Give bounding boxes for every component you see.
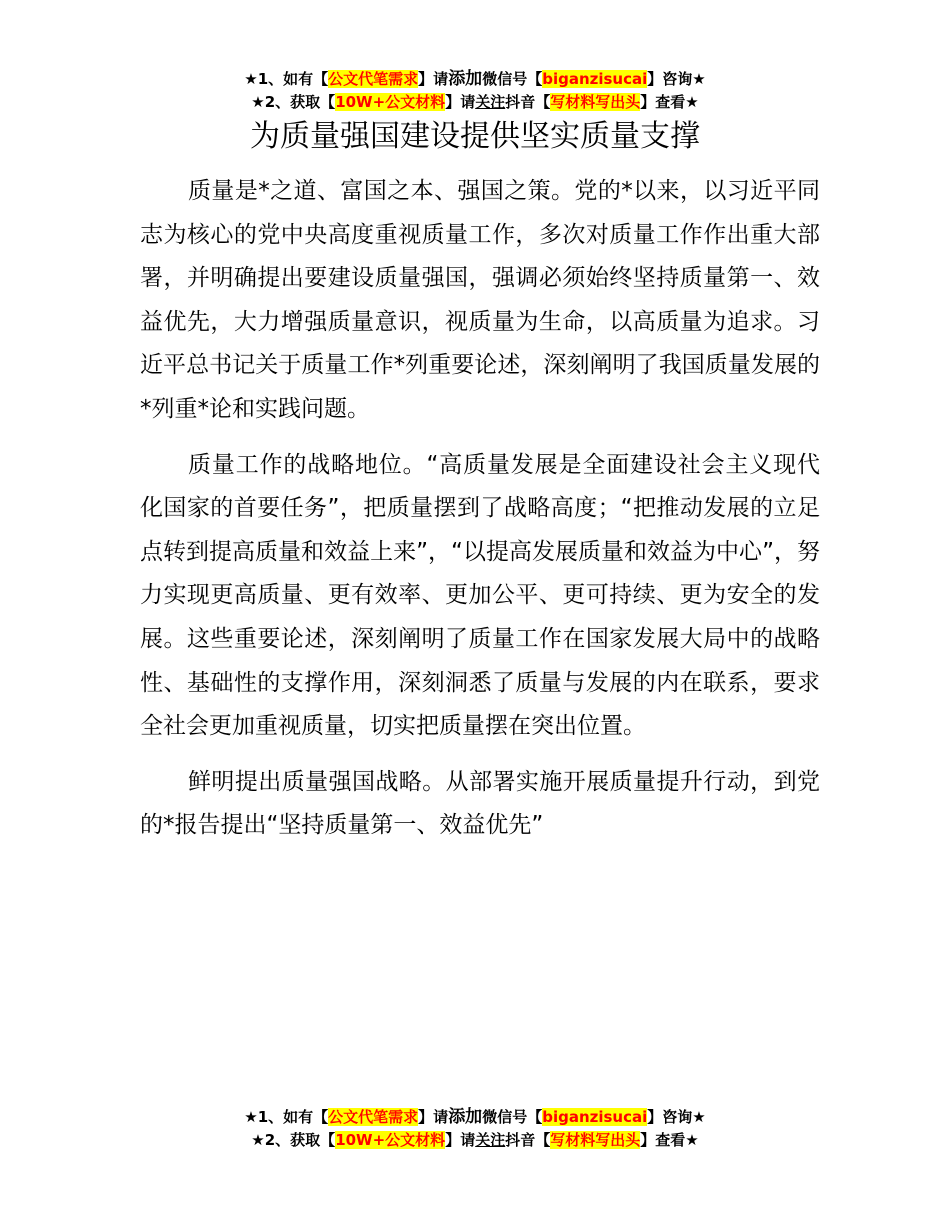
banner-text: ★2、获取【	[251, 1131, 336, 1149]
banner-line-2	[0, 91, 950, 114]
banner-text: 】请	[418, 70, 449, 88]
banner-highlight: 10W+公文材料	[335, 1131, 446, 1149]
banner-text: 】请	[445, 93, 476, 111]
document-title: 为质量强国建设提供坚实质量支撑	[250, 119, 700, 154]
banner-highlight: 10W+公文材料	[335, 93, 446, 111]
banner-emphasis: 关注	[475, 93, 506, 111]
banner-text: 】查看★	[640, 93, 699, 111]
banner-text: 】请	[418, 1108, 449, 1126]
banner-text: ★1、如有【	[244, 70, 329, 88]
banner-highlight: 公文代笔需求	[328, 70, 419, 88]
banner-text: 微信号【	[482, 70, 543, 88]
banner-text: ★1、如有【	[244, 1108, 329, 1126]
banner-highlight-douyin-id: 写材料写出头	[550, 93, 641, 111]
banner-text: 】请	[445, 1131, 476, 1149]
banner-text: 微信号【	[482, 1108, 543, 1126]
banner-highlight-douyin-id: 写材料写出头	[550, 1131, 641, 1149]
banner-line-1	[0, 1106, 950, 1129]
banner-highlight: 公文代笔需求	[328, 1108, 419, 1126]
banner-highlight-wechat-id: biganzisucai	[542, 1108, 648, 1126]
banner-text: ★2、获取【	[251, 93, 336, 111]
paragraph: 鲜明提出质量强国战略。从部署实施开展质量提升行动，到党的*报告提出“坚持质量第一、效益优先”	[140, 768, 820, 839]
banner-line-2	[0, 1129, 950, 1152]
banner-text: 】咨询★	[647, 70, 706, 88]
banner-emphasis: 添加	[448, 69, 483, 89]
banner-text: 抖音【	[505, 1131, 551, 1149]
paragraph: 质量是*之道、富国之本、强国之策。党的*以来，以习近平同志为核心的党中央高度重视质量工作，多次对质量工作作出重大部署，并明确提出要建设质量强国，强调必须始终坚持质量第一、效益优先，大力增强质量意识，视质量为生命，以高质量为追求。习近平总书记关于质量工作*列重要论述，深刻阐明了我国质量发展的*列重*论和实践问题。	[140, 178, 820, 422]
header-banner	[0, 68, 950, 114]
paragraph: 质量工作的战略地位。“高质量发展是全面建设社会主义现代化国家的首要任务”，把质量摆到了战略高度；“把推动发展的立足点转到提高质量和效益上来”，“以提高发展质量和效益为中心”，努力实现更高质量、更有效率、更加公平、更可持续、更为安全的发展。这些重要论述，深刻阐明了质量工作在国家发展大局中的战略性、基础性的支撑作用，深刻洞悉了质量与发展的内在联系，要求全社会更加重视质量，切实把质量摆在突出位置。	[140, 451, 820, 740]
banner-emphasis: 关注	[475, 1131, 506, 1149]
banner-text: 】查看★	[640, 1131, 699, 1149]
banner-line-1	[0, 68, 950, 91]
banner-text: 】咨询★	[647, 1108, 706, 1126]
footer-banner	[0, 1106, 950, 1152]
banner-highlight-wechat-id: biganzisucai	[542, 70, 648, 88]
document-body	[140, 170, 820, 860]
banner-emphasis: 添加	[448, 1107, 483, 1127]
banner-text: 抖音【	[505, 93, 551, 111]
